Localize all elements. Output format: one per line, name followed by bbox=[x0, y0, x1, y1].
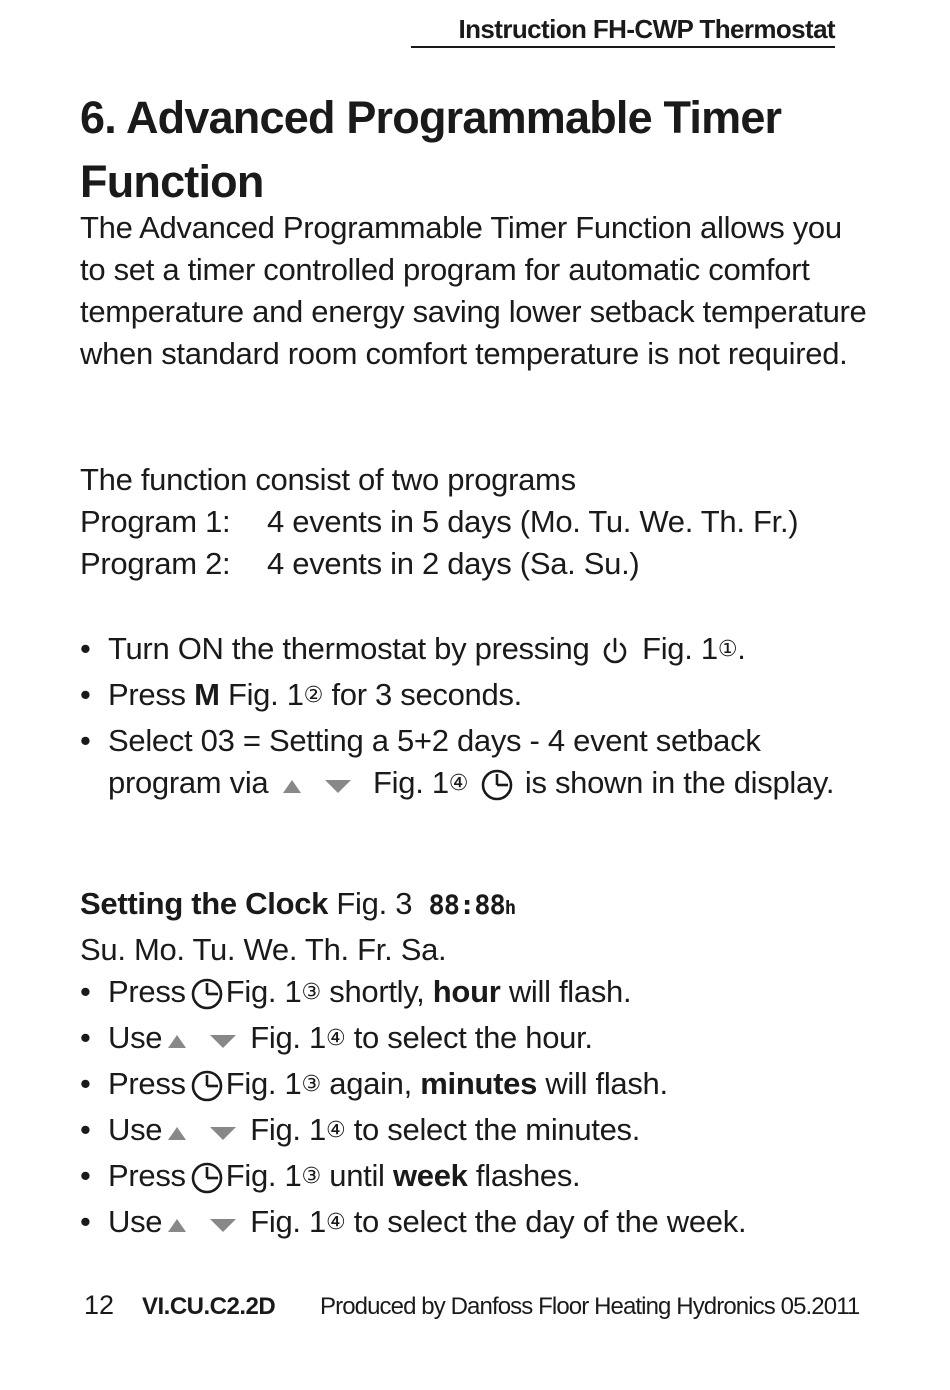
step-text: to select the minutes. bbox=[353, 1112, 641, 1147]
up-down-arrows-icon bbox=[166, 1213, 246, 1235]
fig-callout-number: ③ bbox=[301, 980, 321, 1005]
clock-icon bbox=[190, 977, 224, 1011]
fig-callout-number: ④ bbox=[325, 1026, 346, 1051]
mode-key-label: M bbox=[194, 677, 220, 712]
fig-callout-number: ① bbox=[717, 637, 738, 662]
list-item bbox=[80, 720, 870, 808]
doc-code: VI.CU.C2.2D bbox=[142, 1293, 276, 1320]
step-text: Use bbox=[108, 1020, 163, 1055]
step-text: to select the day of the week. bbox=[353, 1204, 747, 1239]
step-text: Use bbox=[108, 1204, 163, 1239]
section-heading: 6. Advanced Programmable Timer Function bbox=[80, 92, 782, 207]
emphasis-text: minutes bbox=[420, 1066, 538, 1101]
clock-heading-line bbox=[80, 883, 870, 929]
step-text: Press bbox=[108, 677, 186, 712]
list-item bbox=[80, 1063, 870, 1109]
step-text: is shown in the display. bbox=[524, 765, 835, 800]
fig-ref: Fig. 1 bbox=[225, 1158, 302, 1193]
fig-ref: Fig. 1 bbox=[373, 765, 449, 800]
step-text: will flash. bbox=[545, 1066, 668, 1101]
clock-icon bbox=[190, 1069, 224, 1103]
fig-ref: Fig. 3 bbox=[336, 886, 413, 921]
fig-ref: Fig. 1 bbox=[225, 1066, 302, 1101]
program-description: 4 events in 2 days (Sa. Su.) bbox=[267, 546, 640, 581]
list-item bbox=[80, 1017, 870, 1063]
clock-section bbox=[80, 883, 870, 1247]
fig-ref: Fig. 1 bbox=[227, 677, 304, 712]
step-text: to select the hour. bbox=[353, 1020, 593, 1055]
up-down-arrows-icon bbox=[166, 1121, 246, 1143]
lcd-hour-suffix: h bbox=[504, 897, 516, 919]
programs-intro: The function consist of two programs bbox=[80, 462, 576, 497]
clock-icon bbox=[480, 768, 514, 802]
lcd-clock-display bbox=[428, 890, 515, 921]
step-text: Press bbox=[108, 1066, 186, 1101]
fig-callout-number: ④ bbox=[448, 771, 469, 796]
list-item bbox=[80, 1201, 870, 1247]
list-item bbox=[80, 1155, 870, 1201]
fig-ref: Fig. 1 bbox=[225, 974, 302, 1009]
clock-icon bbox=[190, 1161, 224, 1195]
fig-callout-number: ④ bbox=[325, 1210, 346, 1235]
list-item bbox=[80, 628, 870, 674]
step-text: Select 03 = Setting a 5+2 days - 4 event setback program via bbox=[108, 723, 761, 800]
fig-callout-number: ③ bbox=[301, 1164, 321, 1189]
programs-block bbox=[80, 459, 870, 585]
power-icon bbox=[600, 636, 630, 666]
fig-callout-number: ③ bbox=[301, 1072, 321, 1097]
setup-steps-list bbox=[80, 628, 870, 808]
clock-heading: Setting the Clock bbox=[80, 886, 329, 921]
step-text: until bbox=[329, 1158, 385, 1193]
list-item bbox=[80, 674, 870, 720]
step-text: for 3 seconds. bbox=[331, 677, 522, 712]
page-number: 12 bbox=[84, 1290, 115, 1320]
fig-ref: Fig. 1 bbox=[250, 1112, 326, 1147]
page-footer bbox=[84, 1290, 884, 1321]
step-text: again, bbox=[329, 1066, 412, 1101]
step-text: Turn ON the thermostat by pressing bbox=[108, 631, 590, 666]
page-header-title: Instruction FH-CWP Thermostat bbox=[411, 12, 835, 48]
fig-callout-number: ④ bbox=[325, 1118, 346, 1143]
program-label: Program 1: bbox=[80, 504, 231, 539]
emphasis-text: hour bbox=[432, 974, 501, 1009]
lcd-digits: 88:88 bbox=[428, 890, 505, 921]
producer-credit: Produced by Danfoss Floor Heating Hydronics 05.2011 bbox=[320, 1293, 860, 1320]
up-down-arrows-icon bbox=[166, 1029, 246, 1051]
days-line: Su. Mo. Tu. We. Th. Fr. Sa. bbox=[80, 932, 447, 967]
program-label: Program 2: bbox=[80, 546, 231, 581]
up-down-arrows-icon bbox=[281, 774, 361, 796]
fig-callout-number: ② bbox=[303, 683, 324, 708]
program-description: 4 events in 5 days (Mo. Tu. We. Th. Fr.) bbox=[267, 504, 799, 539]
list-item bbox=[80, 971, 870, 1017]
step-text: shortly, bbox=[329, 974, 425, 1009]
list-item bbox=[80, 1109, 870, 1155]
step-text: Press bbox=[108, 1158, 186, 1193]
step-text: will flash. bbox=[508, 974, 632, 1009]
program-row bbox=[80, 543, 870, 585]
clock-steps-list bbox=[80, 971, 870, 1247]
fig-ref: Fig. 1 bbox=[250, 1020, 326, 1055]
fig-ref: Fig. 1 bbox=[250, 1204, 326, 1239]
emphasis-text: week bbox=[392, 1158, 468, 1193]
step-text: Use bbox=[108, 1112, 163, 1147]
step-text: Press bbox=[108, 974, 186, 1009]
step-text: . bbox=[737, 631, 746, 666]
program-row bbox=[80, 501, 870, 543]
fig-ref: Fig. 1 bbox=[642, 631, 718, 666]
intro-paragraph: The Advanced Programmable Timer Function allows you to set a timer controlled program for automatic comfort temperature and energy saving lower setback temperature when standard room comfort temperature is not required. bbox=[80, 210, 867, 371]
step-text: flashes. bbox=[475, 1158, 581, 1193]
